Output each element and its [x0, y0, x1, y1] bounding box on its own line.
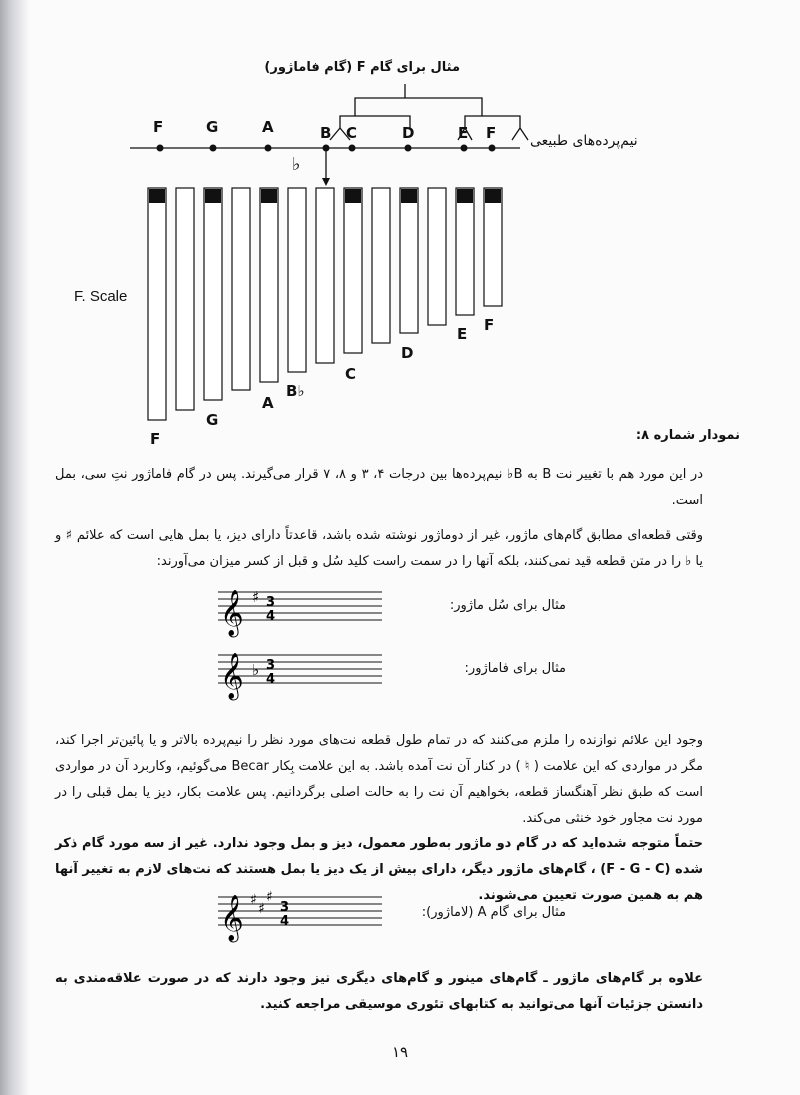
paragraph-1: در این مورد هم با تغییر نت B به B♭ نیم‌پرده‌ها بین درجات ۴، ۳ و ۸، ۷ قرار می‌گیرند. پس در گام فاماژور نتِ سی، بمل است. [55, 467, 703, 508]
paragraph-5: علاوه بر گام‌های ماژور ـ گام‌های مینور و گام‌های دیگری نیز وجود دارند که در صورت علاقه‌مندی به دانستن جزئیات آنها می‌توانید به کتابهای تئوری موسیقی مراجعه کنید. [55, 971, 703, 1012]
top-note-f: F [153, 118, 164, 136]
bar-label-f: F [150, 430, 161, 448]
sharp-icon: ♯ [258, 901, 265, 917]
staff-f-major [210, 643, 390, 703]
bar-label-f2: F [484, 316, 495, 334]
time-sig-top: 3 [266, 595, 276, 610]
halfstep-label: نیم‌پرده‌های طبیعی [530, 133, 638, 149]
bar-label-bflat: B♭ [286, 382, 305, 400]
bar-label-d: D [401, 344, 414, 362]
top-note-e: E [458, 124, 469, 142]
time-sig-top: 3 [280, 900, 290, 915]
sharp-icon: ♯ [250, 892, 257, 908]
flat-icon: ♭ [252, 661, 260, 679]
example-f-major-label: مثال برای فاماژور: [464, 661, 566, 676]
top-note-b: B [320, 124, 332, 142]
page-number: ۱۹ [391, 1043, 409, 1061]
example-g-major-label: مثال برای سُل ماژور: [449, 598, 566, 613]
time-sig-bottom: 4 [266, 609, 276, 624]
flat-symbol: ♭ [292, 154, 301, 175]
example-a-major-label: مثال برای گام A (لاماژور): [421, 905, 566, 920]
f-scale-figure [0, 0, 800, 460]
scale-label: F. Scale [74, 288, 128, 305]
top-note-a: A [262, 118, 274, 136]
time-sig-top: 3 [266, 658, 276, 673]
staff-a-major [210, 885, 390, 945]
top-note-g: G [206, 118, 219, 136]
treble-clef-icon: 𝄞 [220, 653, 244, 699]
bar-label-g: G [206, 411, 219, 429]
halfstep-bracket-join [355, 98, 482, 116]
bar-label-c: C [345, 365, 357, 383]
sharp-icon: ♯ [266, 889, 273, 905]
time-sig-bottom: 4 [280, 914, 290, 929]
paragraph-4: حتماً متوجه شده‌اید که در گام دو ماژور به‌طور معمول، دیز و بمل وجود ندارد. غیر از سه مورد گام ذکر شده (F - G - C) ، گام‌های ماژور دیگر، دارای بیش از یک دیز یا بمل هستند که نت‌های لازم به تغییر آنها هم به همین صورت تعیین می‌شوند. [55, 836, 703, 903]
treble-clef-icon: 𝄞 [220, 895, 244, 941]
bar-label-a: A [262, 394, 274, 412]
treble-clef-icon: 𝄞 [220, 590, 244, 636]
figure-title: مثال برای گام F (گام فاماژور) [264, 60, 460, 75]
paragraph-2: وقتی قطعه‌ای مطابق گام‌های ماژور، غیر از دوماژور نوشته شده باشد، قاعدتاً دارای دیز، یا بمل هایی است که علائم ♯ و یا ♭ را در متن قطعه قید نمی‌کنند، بلکه آنها را در سمت راست کلید سُل و قبل از کسر میزان می‌آورند: [55, 528, 703, 569]
bar-label-e: E [457, 325, 468, 343]
sharp-icon: ♯ [252, 588, 260, 606]
time-sig-bottom: 4 [266, 672, 276, 687]
figure-caption: نمودار شماره ۸: [635, 428, 740, 443]
top-note-d: D [402, 124, 415, 142]
staff-g-major [210, 580, 390, 640]
top-note-c: C [346, 124, 358, 142]
paragraph-3: وجود این علائم نوازنده را ملزم می‌کنند که در تمام طول قطعه نت‌های مورد نظر را نیم‌پرده بالاتر و یا پائین‌تر اجرا کند، مگر در مواردی که این علامت ( ♮ ) در کنار آن نت آمده باشد. به این علامت بِکار Becar می‌گوئیم، وکاربرد آن در مواردی است که طبق نظر آهنگساز قطعه، بخواهیم آن نت را به حالت اصلی برگردانیم. پس علامت بکار، دیز یا بمل قبلی را در مورد نت مجاور خود خنثی می‌کند. [55, 733, 703, 826]
top-note-f2: F [486, 124, 497, 142]
scale-bars [148, 188, 502, 420]
